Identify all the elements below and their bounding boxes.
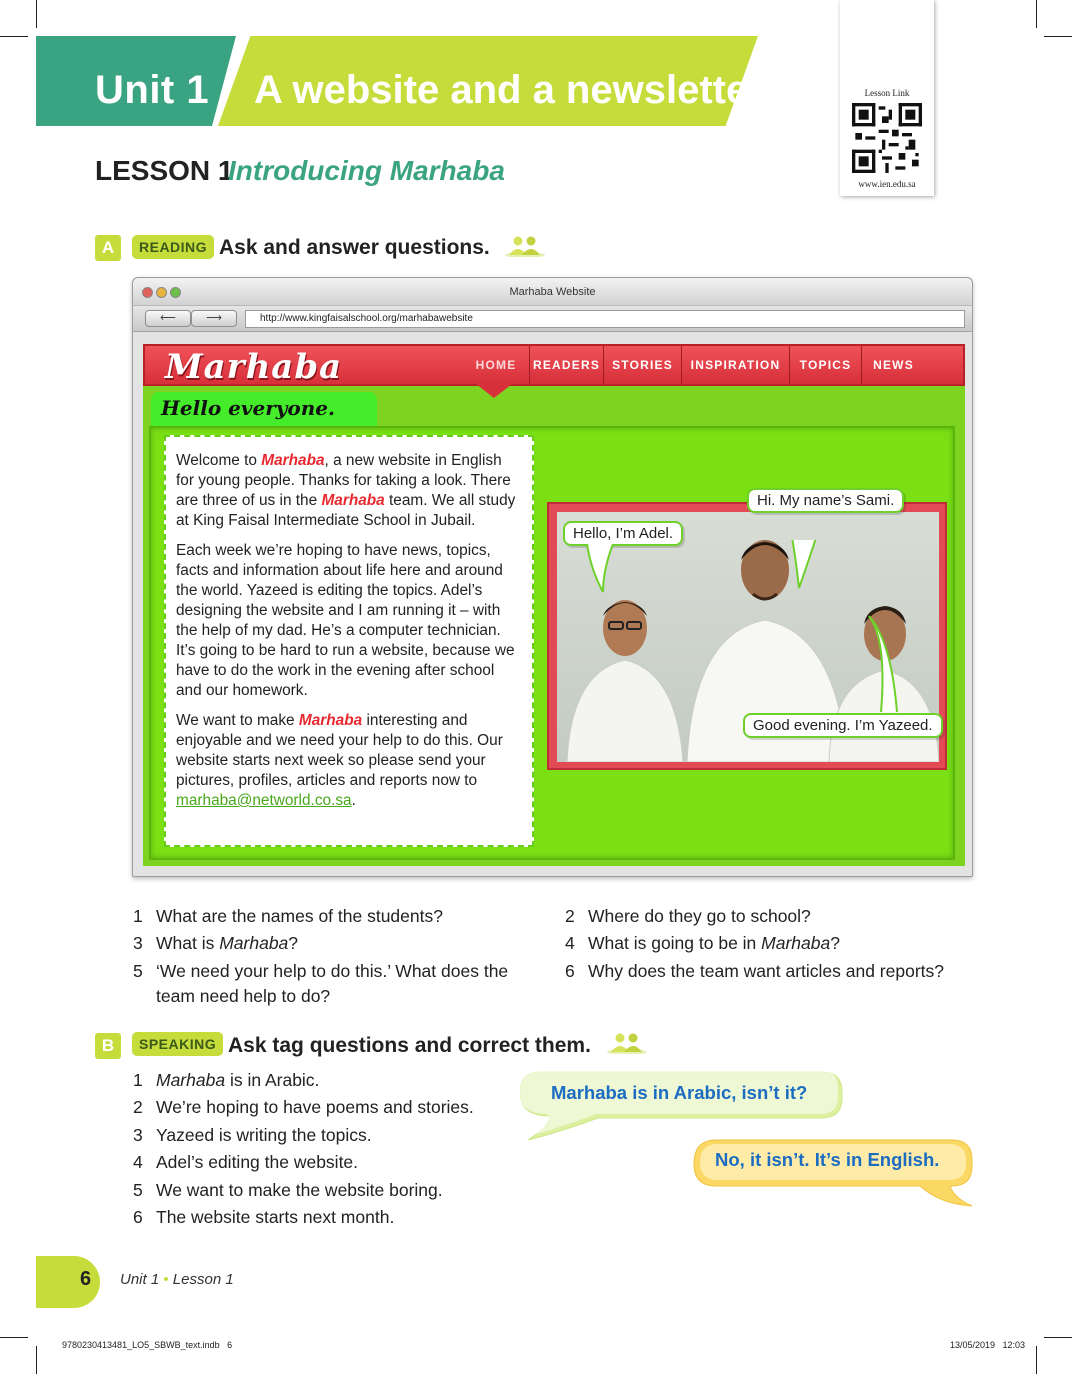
unit-label: Unit 1 [95,68,210,112]
speech-bubble-sami: Hi. My name’s Sami. [747,488,904,513]
question-text [156,1068,319,1093]
footer-breadcrumb [120,1271,234,1288]
question-number: 1 [133,906,143,926]
crop-mark [1036,1346,1037,1374]
brand-name: Marhaba [761,933,831,953]
crop-mark [36,0,37,28]
text: interesting and enjoyable and we need your help to do this. Our website starts next week so please send your pictures, profiles, articles and reports now to [176,712,503,789]
browser-navbar [133,306,972,332]
footer-bullet: • [163,1271,169,1288]
reading-tag: READING [132,235,214,259]
question-text: Where do they go to school? [588,906,811,926]
question-text: team need help to do? [156,986,331,1006]
pair-work-icon [505,235,545,257]
nav-readers[interactable]: READERS [529,346,603,384]
question-number: 4 [133,1152,143,1172]
nav-home[interactable]: HOME [475,358,517,372]
browser-titlebar [133,278,972,306]
lesson-title: Introducing Marhaba [228,155,505,186]
nav-active-indicator [476,384,512,398]
question-number: 6 [133,1207,143,1227]
print-filename: 9780230413481_LO5_SBWB_text.indb 6 [62,1340,233,1350]
text: . [351,792,356,809]
section-a-letter: A [95,235,121,261]
footer-unit: Unit 1 [120,1271,160,1288]
question-number: 6 [565,961,575,981]
page-number: 6 [80,1268,92,1290]
arrow-left-icon: ⟵ [160,312,176,324]
lesson-link-url[interactable]: www.ien.edu.sa [858,179,916,189]
question-number: 2 [565,906,575,926]
text: ? [288,933,299,953]
browser-window [132,277,973,877]
text: , a new website in English for young people. Thanks for taking a look. There are three of us in the [176,452,511,509]
question-number: 3 [133,1125,143,1145]
crop-mark [1036,0,1037,28]
question-text: What are the names of the students? [156,906,443,926]
question-text: Adel’s editing the website. [156,1152,359,1172]
question-text: We want to make the website boring. [156,1180,443,1200]
site-header [143,344,965,386]
paragraph: Each week we’re hoping to have news, topics, facts and information about life here and around the world. Yazeed is editing the topics. Adel’s designing the website and I am running it – with the help of my dad. He’s a computer technician. It’s going to be hard to run a website, because we have to do the work in the evening after school and our homework. [176,542,515,699]
speech-bubble-yazeed: Good evening. I’m Yazeed. [743,713,943,738]
print-timestamp: 13/05/2019 12:03 [950,1340,1026,1350]
crop-mark [0,36,28,37]
text: What is [156,933,220,953]
speech-bubble-tails [573,540,1053,720]
question-text: Why does the team want articles and reports? [588,961,945,981]
crop-mark [36,1346,37,1374]
speech-bubble-adel: Hello, I’m Adel. [563,521,683,546]
text: We want to make [176,712,299,729]
question-text: The website starts next month. [156,1207,395,1227]
question-text [588,931,840,956]
brand-name: Marhaba [219,933,289,953]
question-text: ‘We need your help to do this.’ What does the [156,961,509,981]
question-number: 1 [133,1070,143,1090]
brand-name: Marhaba [156,1070,226,1090]
unit-title: A website and a newsletter [254,68,764,112]
nav-topics[interactable]: TOPICS [789,346,861,384]
site-logo[interactable]: Marhaba [165,347,343,387]
question-text [156,931,298,956]
pair-work-icon [607,1032,647,1054]
text: team. We all study at King Faisal Intermediate School in Jubail. [176,492,516,529]
text: Welcome to [176,452,262,469]
footer-lesson: Lesson 1 [172,1271,234,1288]
nav-news[interactable]: NEWS [861,346,925,384]
correction-bubble: No, it isn’t. It’s in English. [715,1149,940,1170]
question-number: 4 [565,933,575,953]
forward-button[interactable] [191,310,237,327]
tag-question-bubble: Marhaba is in Arabic, isn’t it? [551,1082,808,1103]
crop-mark [1044,36,1072,37]
crop-mark [0,1337,28,1338]
question-number: 3 [133,933,143,953]
question-number: 2 [133,1097,143,1117]
greeting-text: Hello everyone. [161,396,335,420]
section-b-letter: B [95,1033,121,1059]
question-number: 5 [133,961,143,981]
brand-name: Marhaba [298,712,363,729]
url-bar[interactable]: http://www.kingfaisalschool.org/marhabawebsite [245,310,965,328]
lesson-link-label: Lesson Link [864,88,910,98]
question-text: Yazeed is writing the topics. [156,1125,372,1145]
email-link[interactable]: marhaba@networld.co.sa [176,792,352,809]
lesson-link-card[interactable] [840,0,934,196]
brand-name: Marhaba [261,452,325,469]
paragraph [176,711,522,811]
paragraph [176,451,522,531]
question-number: 5 [133,1180,143,1200]
section-b-title: Ask tag questions and correct them. [228,1034,591,1057]
speaking-tag: SPEAKING [132,1032,223,1056]
brand-name: Marhaba [321,492,385,509]
text: What is going to be in [588,933,762,953]
browser-window-title: Marhaba Website [509,286,596,298]
back-button[interactable] [145,310,191,327]
crop-mark [1044,1337,1072,1338]
arrow-right-icon: ⟶ [206,312,222,324]
welcome-text-card [164,435,534,847]
text: ? [830,933,840,953]
marhaba-site [143,344,965,866]
qr-code-icon[interactable] [852,103,922,173]
section-a-title: Ask and answer questions. [219,236,490,259]
nav-stories[interactable]: STORIES [603,346,681,384]
text: is in Arabic. [225,1070,320,1090]
lesson-number: LESSON 1 [95,155,234,186]
nav-inspiration[interactable]: INSPIRATION [681,346,789,384]
question-text: We’re hoping to have poems and stories. [156,1097,474,1117]
